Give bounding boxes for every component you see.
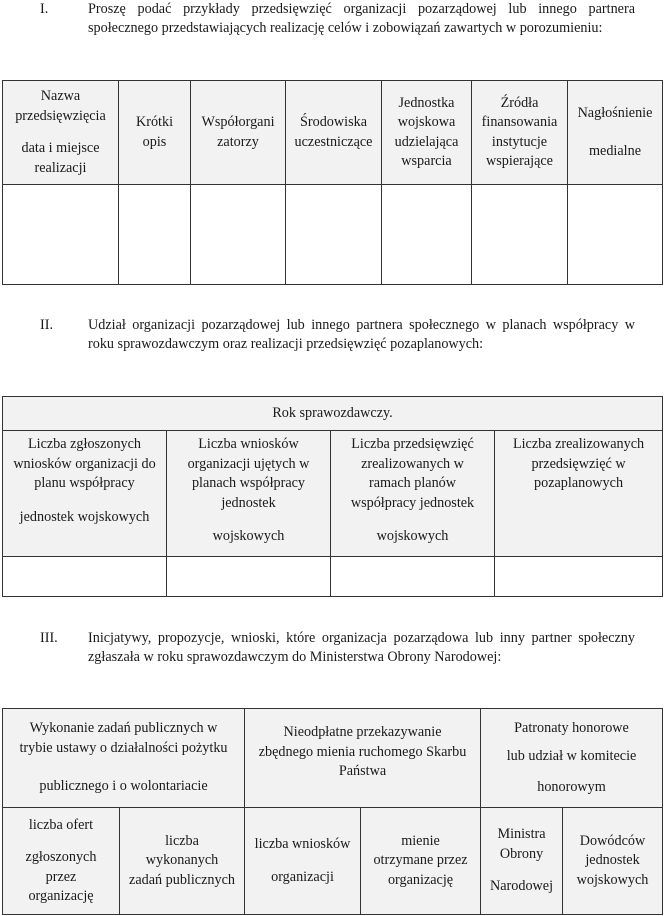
cell-media-coverage[interactable] xyxy=(568,185,663,285)
table-projects xyxy=(2,80,663,285)
header-military-unit: Jednostka wojskowa udzielająca wsparcia xyxy=(382,81,472,185)
header-applications-count: liczba wniosków organizacji xyxy=(245,808,361,915)
section-2-text: Udział organizacji pozarządowej lub innego partnera społecznego w planach współpracy w roku sprawozdawczym oraz realizacji przedsięwzięć pozaplanowych: xyxy=(88,317,635,352)
section-2 xyxy=(40,316,635,356)
header-commanders: Dowódców jednostek wojskowych xyxy=(563,808,663,915)
header-coorganizers: Współorgani zatorzy xyxy=(191,81,286,185)
header-public-tasks: Wykonanie zadań publicznych w trybie ustawy o działalności pożytku publicznego i o wolontariacie xyxy=(3,709,245,808)
header-property-received: mienie otrzymane przez organizację xyxy=(361,808,481,915)
cell-military-unit[interactable] xyxy=(382,185,472,285)
cell-funding-sources[interactable] xyxy=(472,185,568,285)
header-submitted-applications: Liczba zgłoszonych wniosków organizacji do planu współpracy jednostek wojskowych xyxy=(3,431,167,557)
header-project-name: Nazwa przedsięwzięcia data i miejsce realizacji xyxy=(3,81,119,185)
cell-realized-planned[interactable] xyxy=(331,557,495,597)
header-included-applications: Liczba wniosków organizacji ujętych w planach współpracy jednostek wojskowych xyxy=(167,431,331,557)
section-1-text: Proszę podać przykłady przedsięwzięć organizacji pozarządowej lub innego partnera społecznego przedstawiających realizację celów i zobowiązań zawartych w porozumieniu: xyxy=(88,1,635,36)
header-media-coverage: Nagłośnienie medialne xyxy=(568,81,663,185)
cell-realized-unplanned[interactable] xyxy=(495,557,663,597)
reporting-year-title: Rok sprawozdawczy. xyxy=(3,397,663,431)
cell-project-name[interactable] xyxy=(3,185,119,285)
table-initiatives xyxy=(2,708,663,915)
header-honorary-patronage: Patronaty honorowe lub udział w komitecie honorowym xyxy=(481,709,663,808)
header-participating-communities: Środowiska uczestniczące xyxy=(286,81,382,185)
section-3-number: III. xyxy=(40,630,58,646)
section-2-number: II. xyxy=(40,317,53,333)
cell-coorganizers[interactable] xyxy=(191,185,286,285)
section-1-number: I. xyxy=(40,1,49,17)
header-minister: Ministra Obrony Narodowej xyxy=(481,808,563,915)
header-realized-planned: Liczba przedsięwzięć zrealizowanych w ramach planów współpracy jednostek wojskowych xyxy=(331,431,495,557)
header-funding-sources: Źródła finansowania instytucje wspierające xyxy=(472,81,568,185)
section-3-text: Inicjatywy, propozycje, wnioski, które organizacja pozarządowa lub inny partner społeczny zgłaszała w roku sprawozdawczym do Ministerstwa Obrony Narodowej: xyxy=(88,630,635,665)
header-property-transfer: Nieodpłatne przekazywanie zbędnego mienia ruchomego Skarbu Państwa xyxy=(245,709,481,808)
header-offers-submitted: liczba ofert zgłoszonych przez organizację xyxy=(3,808,120,915)
cell-participating-communities[interactable] xyxy=(286,185,382,285)
cell-short-description[interactable] xyxy=(119,185,191,285)
cell-submitted-applications[interactable] xyxy=(3,557,167,597)
cell-included-applications[interactable] xyxy=(167,557,331,597)
section-3 xyxy=(40,629,635,669)
section-1 xyxy=(40,0,635,40)
header-short-description: Krótki opis xyxy=(119,81,191,185)
header-realized-unplanned: Liczba zrealizowanych przedsięwzięć w pozaplanowych xyxy=(495,431,663,557)
header-tasks-completed: liczba wykonanych zadań publicznych xyxy=(120,808,245,915)
table-cooperation xyxy=(2,396,663,597)
